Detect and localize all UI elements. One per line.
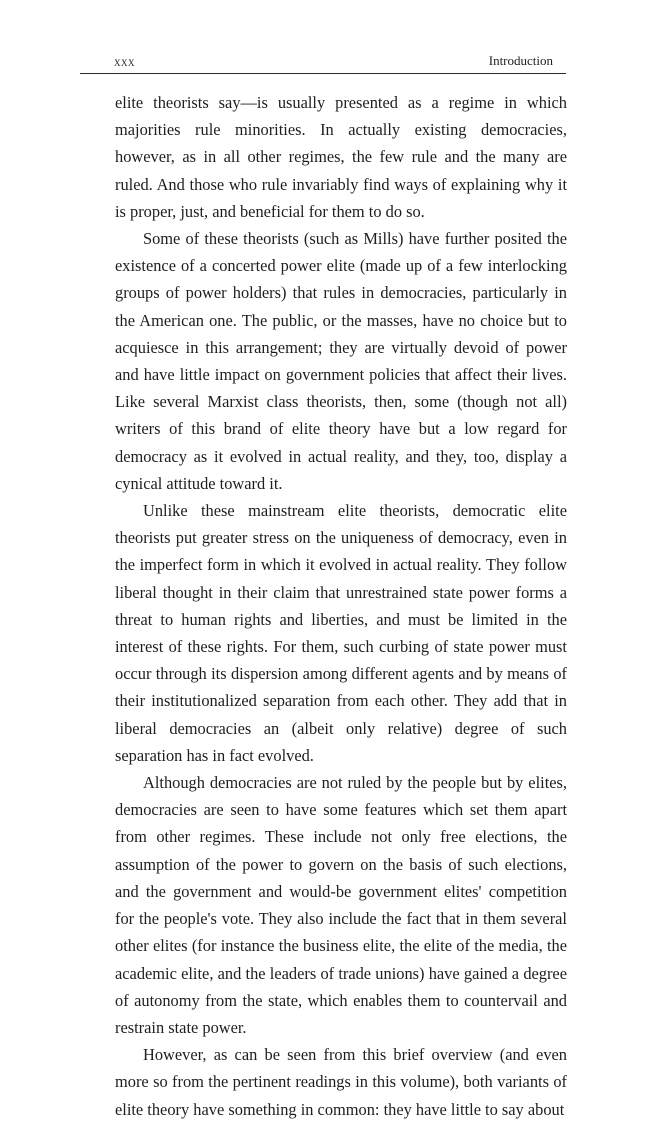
body-text	[115, 89, 567, 1123]
page-number: xxx	[114, 54, 135, 69]
header-rule	[80, 73, 566, 74]
running-head-title: Introduction	[488, 53, 553, 68]
paragraph-5: However, as can be seen from this brief overview (and even more so from the pertinent readings in this volume), both variants of elite theory have something in common: they have little to say about	[115, 1045, 567, 1119]
paragraph-4: Although democracies are not ruled by the people but by elites, democracies are seen to have some features which set them apart from other regimes. These include not only free elections, the assumption of the power to govern on the basis of such elections, and the government and would-be government elites' competition for the people's vote. They also include the fact that in them several other elites (for instance the business elite, the elite of the media, the academic elite, and the leaders of trade unions) have gained a degree of autonomy from the state, which enables them to countervail and restrain state power.	[115, 773, 567, 1037]
paragraph-1: elite theorists say—is usually presented as a regime in which majorities rule minorities. In actually existing democracies, however, as in all other regimes, the few rule and the many are ruled. And those who rule invariably find ways of explaining why it is proper, just, and beneficial for them to do so.	[115, 93, 567, 221]
running-head	[84, 50, 553, 72]
paragraph-3: Unlike these mainstream elite theorists, democratic elite theorists put greater stress on the uniqueness of democracy, even in the imperfect form in which it evolved in actual reality. They follow liberal thought in their claim that unrestrained state power forms a threat to human rights and liberties, and must be limited in the interest of these rights. For them, such curbing of state power must occur through its dispersion among different agents and by means of their institutionalized separation from each other. They add that in liberal democracies an (albeit only relative) degree of such separation has in fact evolved.	[115, 501, 567, 765]
paragraph-2: Some of these theorists (such as Mills) have further posited the existence of a concerted power elite (made up of a few interlocking groups of power holders) that rules in democracies, particularly in the American one. The public, or the masses, have no choice but to acquiesce in this arrangement; they are virtually devoid of power and have little impact on government policies that affect their lives. Like several Marxist class theorists, then, some (though not all) writers of this brand of elite theory have but a low regard for democracy as it evolved in actual reality, and they, too, display a cynical attitude toward it.	[115, 229, 567, 493]
